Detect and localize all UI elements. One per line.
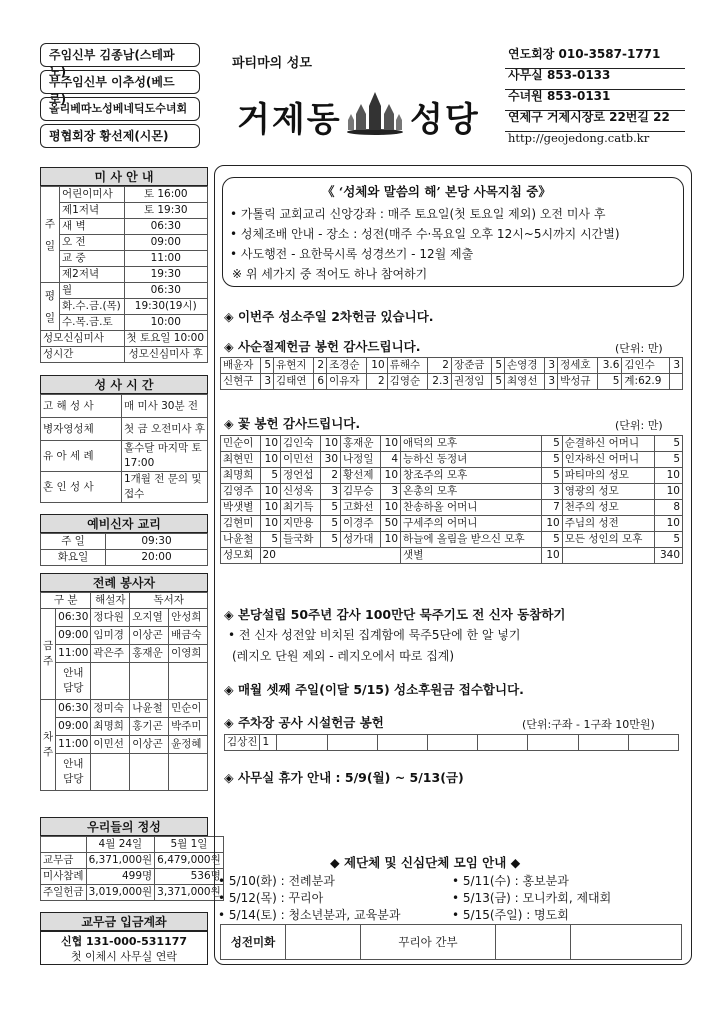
donor-name: 최현민 bbox=[221, 452, 261, 468]
meeting-item: • 5/13(금) : 모니카회, 제대회 bbox=[452, 891, 612, 905]
donation-amount: 10 bbox=[380, 532, 400, 548]
donor-name bbox=[562, 548, 654, 564]
donor-name: 창조주의 모후 bbox=[401, 468, 542, 484]
donation2-title: ◈ 꽃 봉헌 감사드립니다. bbox=[224, 416, 361, 431]
donor-name: 찬송하올 어머니 bbox=[401, 500, 542, 516]
server-name: 곽은주 bbox=[91, 645, 130, 663]
mass-time: 06:30 bbox=[124, 283, 207, 299]
donation-amount: 10 bbox=[260, 500, 280, 516]
account-title: 교무금 입금계좌 bbox=[40, 912, 208, 931]
donation-amount: 5 bbox=[491, 358, 504, 374]
church-name-left: 거제동 bbox=[237, 100, 342, 140]
donation-amount: 3 bbox=[544, 374, 557, 390]
donation-amount: 7 bbox=[542, 500, 562, 516]
donation-amount: 5 bbox=[542, 468, 562, 484]
donor-name: 순결하신 어머니 bbox=[562, 436, 654, 452]
donation-amount: 2 bbox=[366, 374, 387, 390]
vocation-fund-notice: ◈ 매월 셋째 주일(이달 5/15) 성소후원금 접수합니다. bbox=[224, 682, 524, 697]
catechumen-table bbox=[40, 533, 208, 566]
donation-amount: 5 bbox=[491, 374, 504, 390]
donation-amount: 30 bbox=[320, 452, 340, 468]
church-name-right: 성당 bbox=[410, 100, 480, 140]
meetings-left bbox=[218, 873, 400, 924]
donor-name: 이경주 bbox=[341, 516, 381, 532]
donor-name: 최영선 bbox=[505, 374, 545, 390]
sacrament-time: 홀수달 마지막 토 17:00 bbox=[121, 441, 207, 472]
server-time: 안내 담당 bbox=[56, 754, 91, 791]
server-time: 09:00 bbox=[56, 627, 91, 645]
server-name: 정다원 bbox=[91, 609, 130, 627]
donation-amount: 4 bbox=[380, 452, 400, 468]
sacrament-name: 혼 인 성 사 bbox=[41, 472, 122, 503]
parking-table bbox=[224, 734, 679, 751]
donor-name: 신성옥 bbox=[281, 484, 321, 500]
mass-time: 성모신심미사 후 bbox=[124, 347, 207, 363]
weekday-label: 평일 bbox=[41, 283, 60, 331]
catechumen-time: 09:30 bbox=[106, 534, 208, 550]
donation-amount: 2 bbox=[427, 358, 451, 374]
donor-name: 황선제 bbox=[341, 468, 381, 484]
donor-name: 샛별 bbox=[401, 548, 542, 564]
donation-amount: 5 bbox=[320, 500, 340, 516]
donation-amount: 8 bbox=[654, 500, 682, 516]
contact-line: 수녀원 853-0131 bbox=[508, 89, 611, 103]
donation-amount: 10 bbox=[542, 516, 562, 532]
donation-amount: 50 bbox=[380, 516, 400, 532]
server-time: 안내 담당 bbox=[56, 663, 91, 700]
church-logo bbox=[345, 90, 405, 140]
donor-name: 김태연 bbox=[274, 374, 314, 390]
donor-name: 최명희 bbox=[221, 468, 261, 484]
parking-donor: 김상진 bbox=[225, 735, 260, 751]
notice-item: • 사도행전 - 요한묵시록 성경쓰기 - 12월 제출 bbox=[230, 247, 474, 261]
mass-name: 화.수.금.(목) bbox=[60, 299, 125, 315]
donation-amount: 5 bbox=[654, 532, 682, 548]
next-week-label: 차주 bbox=[41, 700, 56, 791]
donation-amount: 10 bbox=[380, 468, 400, 484]
parking-units: 1 bbox=[260, 735, 277, 751]
sunday-label: 주일 bbox=[41, 187, 60, 283]
donor-name: 장준금 bbox=[451, 358, 491, 374]
meeting-item: • 5/14(토) : 청소년분과, 교육분과 bbox=[218, 908, 401, 922]
donation-amount: 3 bbox=[544, 358, 557, 374]
website-link[interactable]: http://geojedong.catb.kr bbox=[508, 131, 650, 145]
mass-time: 06:30 bbox=[124, 219, 207, 235]
mass-table bbox=[40, 186, 208, 363]
contact-line: 연제구 거제시장로 22번길 22 bbox=[508, 110, 670, 124]
finance-label: 미사참례 bbox=[41, 869, 87, 885]
sisters-box: 올리베따노성베네딕도수녀회 bbox=[40, 97, 200, 121]
catechumen-title: 예비신자 교리 bbox=[40, 514, 208, 533]
donation-amount: 5 bbox=[542, 452, 562, 468]
finance-header: 4월 24일 bbox=[86, 837, 155, 853]
server-name: 이상곤 bbox=[130, 627, 169, 645]
donation-amount: 10 bbox=[260, 436, 280, 452]
servers-header: 해설자 bbox=[91, 593, 130, 609]
notice-item: • 성체조배 안내 - 장소 : 성전(매주 수·목요일 오후 12시~5시까지 시간별) bbox=[230, 227, 620, 241]
cleaning-label: 성전미화 bbox=[221, 925, 286, 960]
donor-name: 박성규 bbox=[558, 374, 598, 390]
donor-name: 조경순 bbox=[327, 358, 367, 374]
donation2-table bbox=[220, 435, 683, 564]
mass-time: 토 19:30 bbox=[124, 203, 207, 219]
mass-time: 09:00 bbox=[124, 235, 207, 251]
mass-name: 성모신심미사 bbox=[41, 331, 125, 347]
donation-amount: 5 bbox=[542, 436, 562, 452]
server-name: 홍재운 bbox=[130, 645, 169, 663]
donor-name: 파티마의 성모 bbox=[562, 468, 654, 484]
donation1-unit: (단위: 만) bbox=[615, 342, 663, 355]
finance-value: 6,371,000원 bbox=[86, 853, 155, 869]
mass-name: 성시간 bbox=[41, 347, 125, 363]
mass-name: 교 중 bbox=[60, 251, 125, 267]
catechumen-day: 화요일 bbox=[41, 550, 106, 566]
donation-amount: 10 bbox=[366, 358, 387, 374]
finance-value: 536명 bbox=[155, 869, 224, 885]
sacrament-name: 병자영성체 bbox=[41, 418, 122, 441]
mass-time: 19:30(19시) bbox=[124, 299, 207, 315]
donation-amount: 20 bbox=[260, 548, 401, 564]
server-time: 06:30 bbox=[56, 700, 91, 718]
server-name: 홍기곤 bbox=[130, 718, 169, 736]
finance-value: 499명 bbox=[86, 869, 155, 885]
sacrament-name: 유 아 세 례 bbox=[41, 441, 122, 472]
server-name: 임미경 bbox=[91, 627, 130, 645]
donor-name: 인자하신 어머니 bbox=[562, 452, 654, 468]
finance-value: 3,019,000원 bbox=[86, 885, 155, 901]
rosary-line: • 전 신자 성전앞 비치된 집계함에 묵주5단에 한 알 넣기 bbox=[228, 628, 521, 642]
donation-amount: 5 bbox=[654, 452, 682, 468]
notice-items bbox=[230, 204, 620, 284]
donation1-title: ◈ 사순절제헌금 봉헌 감사드립니다. bbox=[224, 339, 421, 354]
server-name: 나윤철 bbox=[130, 700, 169, 718]
donor-name: 영광의 성모 bbox=[562, 484, 654, 500]
donation-amount: 2 bbox=[313, 358, 326, 374]
server-time: 11:00 bbox=[56, 645, 91, 663]
donation-amount: 10 bbox=[380, 500, 400, 516]
donor-name: 나정일 bbox=[341, 452, 381, 468]
donation-amount: 6 bbox=[313, 374, 326, 390]
mass-name: 제2저녁 bbox=[60, 267, 125, 283]
catechumen-time: 20:00 bbox=[106, 550, 208, 566]
server-name: 오지열 bbox=[130, 609, 169, 627]
donation1-table bbox=[220, 357, 683, 390]
catechumen-day: 주 일 bbox=[41, 534, 106, 550]
donor-name: 능하신 동정녀 bbox=[401, 452, 542, 468]
donor-name: 하늘에 올림을 받으신 모후 bbox=[401, 532, 542, 548]
server-name: 박주미 bbox=[169, 718, 208, 736]
donor-name: 지만용 bbox=[281, 516, 321, 532]
server-name: 안성희 bbox=[169, 609, 208, 627]
donor-name: 성모회 bbox=[221, 548, 261, 564]
donor-name: 성가대 bbox=[341, 532, 381, 548]
mass-name: 수.목.금.토 bbox=[60, 315, 125, 331]
donor-name: 김현미 bbox=[221, 516, 261, 532]
server-time: 06:30 bbox=[56, 609, 91, 627]
donation2-unit: (단위: 만) bbox=[615, 419, 663, 432]
notice-item: • 가톨릭 교회교리 신앙강좌 : 매주 토요일(첫 토요일 제외) 오전 미사 후 bbox=[230, 207, 606, 221]
sacrament-time: 첫 금 오전미사 후 bbox=[121, 418, 207, 441]
donation-amount: 10 bbox=[654, 468, 682, 484]
server-name: 윤정혜 bbox=[169, 736, 208, 754]
account-number: 신협 131-000-531177 bbox=[60, 935, 188, 948]
sacrament-name: 고 해 성 사 bbox=[41, 395, 122, 418]
contacts bbox=[508, 44, 670, 149]
council-president-box: 평협회장 황선제(시몬) bbox=[40, 124, 200, 148]
server-name: 정미숙 bbox=[91, 700, 130, 718]
donor-name: 구세주의 어머니 bbox=[401, 516, 542, 532]
donation-amount: 10 bbox=[380, 436, 400, 452]
donation-amount: 10 bbox=[320, 436, 340, 452]
notice-title: 《 ‘성체와 말씀의 해’ 본당 사목지침 중》 bbox=[322, 184, 551, 199]
rosary-campaign-lines bbox=[228, 625, 520, 667]
mass-name: 새 벽 bbox=[60, 219, 125, 235]
account-note: 첫 이체시 사무실 연락 bbox=[70, 950, 178, 963]
donor-name: 나윤철 bbox=[221, 532, 261, 548]
donation-amount: 5 bbox=[260, 532, 280, 548]
donor-name: 천주의 성모 bbox=[562, 500, 654, 516]
donation-amount: 10 bbox=[654, 484, 682, 500]
mass-name: 오 전 bbox=[60, 235, 125, 251]
server-name: 민순이 bbox=[169, 700, 208, 718]
notice-note: ※ 위 세가지 중 적어도 하나 참여하기 bbox=[232, 267, 428, 281]
server-time: 11:00 bbox=[56, 736, 91, 754]
sacrament-time: 매 미사 30분 전 bbox=[121, 395, 207, 418]
donation-amount: 3 bbox=[669, 358, 682, 374]
cleaning-table bbox=[220, 924, 682, 960]
parking-title: ◈ 주차장 공사 시설헌금 봉헌 bbox=[224, 715, 384, 730]
servers-header: 구 분 bbox=[41, 593, 91, 609]
donation-amount: 3 bbox=[380, 484, 400, 500]
donation-total: 340 bbox=[654, 548, 682, 564]
server-name: 최명희 bbox=[91, 718, 130, 736]
donor-name: 들국화 bbox=[281, 532, 321, 548]
finance-value: 6,479,000원 bbox=[155, 853, 224, 869]
meeting-item: • 5/15(주일) : 명도회 bbox=[452, 908, 569, 922]
donor-name: 주님의 성전 bbox=[562, 516, 654, 532]
meeting-item: • 5/10(화) : 전례분과 bbox=[218, 874, 335, 888]
donor-name: 정언섭 bbox=[281, 468, 321, 484]
donor-name: 이유자 bbox=[327, 374, 367, 390]
donor-name: 김영순 bbox=[387, 374, 427, 390]
donation-amount: 2 bbox=[320, 468, 340, 484]
mass-title: 미 사 안 내 bbox=[40, 167, 208, 186]
rosary-campaign-title: ◈ 본당설립 50주년 감사 100만단 묵주기도 전 신자 동참하기 bbox=[224, 607, 566, 622]
donor-name: 김무승 bbox=[341, 484, 381, 500]
servers-header: 독서자 bbox=[130, 593, 208, 609]
donation-amount: 3 bbox=[320, 484, 340, 500]
servers-title: 전례 봉사자 bbox=[40, 573, 208, 592]
mass-time: 19:30 bbox=[124, 267, 207, 283]
pastor-box: 주임신부 김종남(스테파노) bbox=[40, 43, 200, 67]
account-box bbox=[40, 931, 208, 965]
server-time: 09:00 bbox=[56, 718, 91, 736]
mass-time: 10:00 bbox=[124, 315, 207, 331]
contact-line: 사무실 853-0133 bbox=[508, 68, 611, 82]
finance-title: 우리들의 정성 bbox=[40, 817, 208, 836]
donor-name: 애덕의 모후 bbox=[401, 436, 542, 452]
server-name: 이영희 bbox=[169, 645, 208, 663]
mass-time: 첫 토요일 10:00 bbox=[124, 331, 207, 347]
finance-header: 5월 1일 bbox=[155, 837, 224, 853]
donation-amount bbox=[669, 374, 682, 390]
donor-name: 모든 성인의 모후 bbox=[562, 532, 654, 548]
servers-table bbox=[40, 592, 208, 791]
mass-name: 어린이미사 bbox=[60, 187, 125, 203]
donor-name: 배윤자 bbox=[221, 358, 261, 374]
donation-amount: 5 bbox=[320, 516, 340, 532]
donation-amount: 5 bbox=[597, 374, 621, 390]
meeting-item: • 5/12(목) : 꾸리아 bbox=[218, 891, 324, 905]
sacrament-title: 성 사 시 간 bbox=[40, 375, 208, 394]
cleaning-value: 꾸리아 간부 bbox=[361, 925, 496, 960]
donation-amount: 10 bbox=[542, 548, 562, 564]
sacrament-table bbox=[40, 394, 208, 503]
finance-label: 주일헌금 bbox=[41, 885, 87, 901]
donor-name: 홍재운 bbox=[341, 436, 381, 452]
donation-amount: 10 bbox=[260, 484, 280, 500]
donor-name: 온총의 모후 bbox=[401, 484, 542, 500]
donation-amount: 3 bbox=[542, 484, 562, 500]
donation-amount: 5 bbox=[320, 532, 340, 548]
donation-amount: 3 bbox=[260, 374, 273, 390]
donor-name: 권정임 bbox=[451, 374, 491, 390]
meetings-right bbox=[452, 873, 611, 924]
donation-amount: 10 bbox=[260, 452, 280, 468]
donation-amount: 5 bbox=[260, 468, 280, 484]
donor-name: 유현지 bbox=[274, 358, 314, 374]
donor-name: 김인숙 bbox=[281, 436, 321, 452]
donor-name: 박샛별 bbox=[221, 500, 261, 516]
donor-name: 손영경 bbox=[505, 358, 545, 374]
this-week-label: 금주 bbox=[41, 609, 56, 700]
donation-amount: 3.6 bbox=[597, 358, 621, 374]
contact-line: 연도회장 010-3587-1771 bbox=[508, 47, 661, 61]
donation-amount: 2.3 bbox=[427, 374, 451, 390]
mass-time: 11:00 bbox=[124, 251, 207, 267]
donor-name: 고화선 bbox=[341, 500, 381, 516]
subtitle: 파티마의 성모 bbox=[232, 56, 312, 71]
donor-name: 김인수 bbox=[622, 358, 669, 374]
finance-table bbox=[40, 836, 224, 901]
donor-name: 최기득 bbox=[281, 500, 321, 516]
donation-amount: 5 bbox=[654, 436, 682, 452]
mass-name: 제1저녁 bbox=[60, 203, 125, 219]
donation-amount: 10 bbox=[654, 516, 682, 532]
donation-amount: 5 bbox=[542, 532, 562, 548]
donor-name: 민순이 bbox=[221, 436, 261, 452]
meeting-item: • 5/11(수) : 홍보분과 bbox=[452, 874, 569, 888]
server-name: 이민선 bbox=[91, 736, 130, 754]
server-name: 이상곤 bbox=[130, 736, 169, 754]
assistant-pastor-box: 부주임신부 이추성(베드로) bbox=[40, 70, 200, 94]
finance-label: 교무금 bbox=[41, 853, 87, 869]
second-collection-notice: ◈ 이번주 성소주일 2차헌금 있습니다. bbox=[224, 309, 434, 324]
donor-name: 계:62.9 bbox=[622, 374, 669, 390]
donor-name: 이민선 bbox=[281, 452, 321, 468]
donor-name: 정세호 bbox=[558, 358, 598, 374]
sacrament-time: 1개월 전 문의 및 접수 bbox=[121, 472, 207, 503]
server-name: 배금숙 bbox=[169, 627, 208, 645]
donation-amount: 5 bbox=[260, 358, 273, 374]
office-vacation-notice: ◈ 사무실 휴가 안내 : 5/9(월) ~ 5/13(금) bbox=[224, 770, 464, 785]
donor-name: 류해수 bbox=[387, 358, 427, 374]
donor-name: 김영주 bbox=[221, 484, 261, 500]
mass-time: 토 16:00 bbox=[124, 187, 207, 203]
mass-name: 월 bbox=[60, 283, 125, 299]
parking-unit: (단위:구좌 - 1구좌 10만원) bbox=[522, 718, 655, 731]
donor-name: 신현구 bbox=[221, 374, 261, 390]
finance-header bbox=[41, 837, 87, 853]
rosary-line: (레지오 단원 제외 - 레지오에서 따로 집계) bbox=[232, 649, 455, 663]
meetings-title: ◆ 제단체 및 신심단체 모임 안내 ◆ bbox=[330, 855, 521, 870]
donation-amount: 10 bbox=[260, 516, 280, 532]
finance-value: 3,371,000원 bbox=[155, 885, 224, 901]
